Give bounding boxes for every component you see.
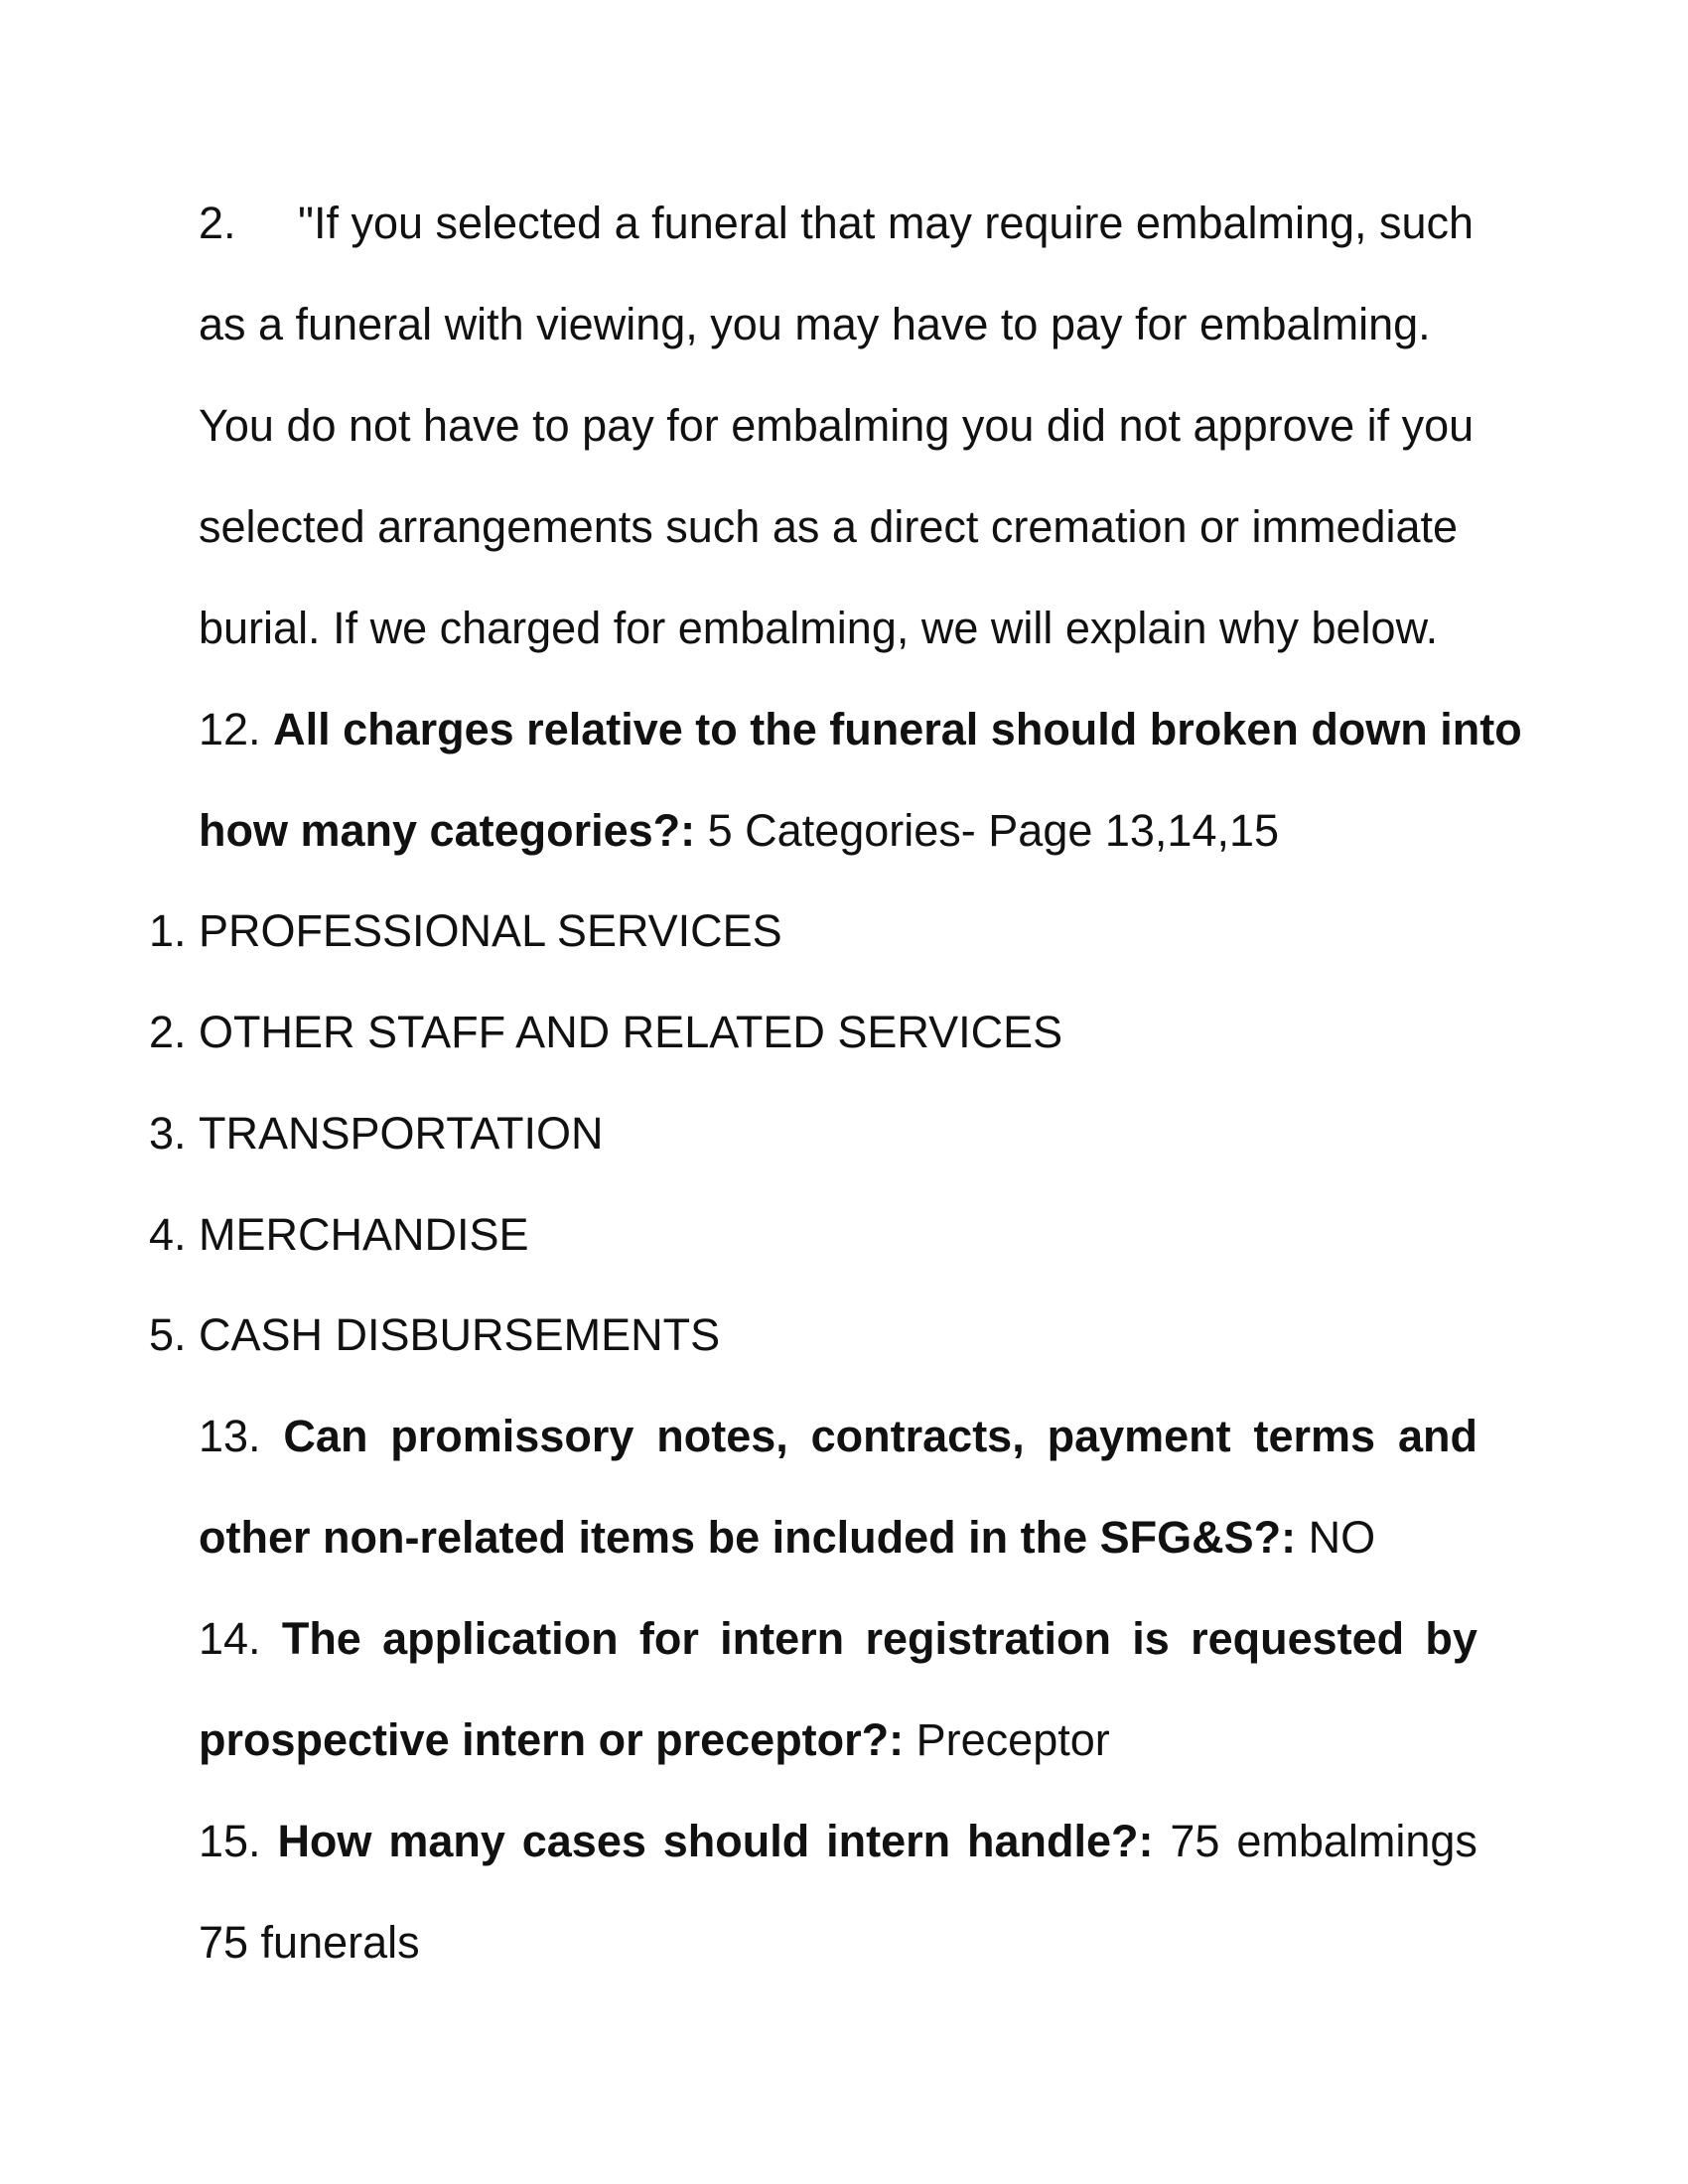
item-2-number: 2.: [199, 198, 236, 248]
question-15-word: intern: [826, 1816, 951, 1866]
question-13-word: notes,: [656, 1411, 788, 1461]
question-12-number: 12.: [199, 704, 261, 754]
question-13-word: contracts,: [810, 1411, 1025, 1461]
question-15-word: How: [277, 1816, 372, 1866]
question-12-line-1: [199, 700, 1522, 759]
question-14-line-1: [199, 1609, 1477, 1669]
question-12-text-1: All charges relative to the funeral should broken down into: [273, 704, 1522, 754]
question-14-text-2: prospective intern or preceptor?:: [199, 1714, 905, 1765]
item-2-line-4: selected arrangements such as a direct cremation or immediate: [199, 501, 1459, 552]
question-13-line-1: [199, 1407, 1477, 1466]
question-13-word: terms: [1253, 1411, 1376, 1461]
category-number: 1.: [149, 905, 187, 956]
question-13-number: 13.: [199, 1411, 261, 1461]
question-14-word: by: [1425, 1613, 1477, 1664]
question-12-text-2: how many categories?:: [199, 805, 696, 856]
question-15-answer-word: embalmings: [1236, 1816, 1477, 1866]
item-2-text-1: "If you selected a funeral that may require embalming, such: [298, 198, 1475, 248]
question-14-word: for: [638, 1613, 699, 1664]
question-15-number: 15.: [199, 1816, 261, 1866]
question-12-answer: 5 Categories- Page 13,14,15: [707, 805, 1280, 856]
question-15-word: cases: [521, 1816, 646, 1866]
question-13-word: and: [1397, 1411, 1477, 1461]
category-label: OTHER STAFF AND RELATED SERVICES: [199, 1007, 1063, 1057]
question-14-answer: Preceptor: [915, 1714, 1110, 1765]
category-number: 5.: [149, 1309, 187, 1360]
category-label: CASH DISBURSEMENTS: [199, 1309, 721, 1360]
question-15-line-1: [199, 1812, 1477, 1871]
item-2-line-1: [199, 194, 1474, 253]
category-label: MERCHANDISE: [199, 1209, 529, 1260]
category-item: [149, 1003, 1062, 1062]
item-2-line-3: You do not have to pay for embalming you did not approve if you: [199, 400, 1475, 451]
category-number: 3.: [149, 1108, 187, 1159]
question-14-word: intern: [720, 1613, 845, 1664]
question-15-word: many: [388, 1816, 505, 1866]
question-14-number: 14.: [199, 1613, 261, 1664]
category-item: [149, 901, 782, 961]
question-14-word: registration: [865, 1613, 1111, 1664]
question-14-line-2: [199, 1710, 1110, 1770]
category-item: [149, 1205, 529, 1265]
question-14-word: is: [1132, 1613, 1170, 1664]
question-15-line-2: 75 funerals: [199, 1917, 420, 1968]
item-2-line-5: burial. If we charged for embalming, we will explain why below.: [199, 603, 1439, 653]
question-13-word: Can: [283, 1411, 368, 1461]
question-14-word: The: [281, 1613, 361, 1664]
question-13-word: promissory: [390, 1411, 634, 1461]
question-15-answer-word: 75: [1170, 1816, 1220, 1866]
question-13-answer: NO: [1308, 1512, 1376, 1563]
question-15-word: should: [662, 1816, 810, 1866]
question-13-word: payment: [1047, 1411, 1231, 1461]
question-12-line-2: [199, 801, 1279, 861]
question-15-word: handle?:: [967, 1816, 1154, 1866]
item-2-line-2: as a funeral with viewing, you may have to pay for embalming.: [199, 299, 1431, 349]
question-14-word: requested: [1191, 1613, 1405, 1664]
category-number: 4.: [149, 1209, 187, 1260]
category-number: 2.: [149, 1007, 187, 1057]
question-14-word: application: [382, 1613, 619, 1664]
category-label: PROFESSIONAL SERVICES: [199, 905, 782, 956]
question-13-line-2: [199, 1508, 1375, 1568]
category-label: TRANSPORTATION: [199, 1108, 604, 1159]
category-item: [149, 1305, 720, 1365]
category-item: [149, 1104, 604, 1163]
question-13-text-2: other non-related items be included in the SFG&S?:: [199, 1512, 1297, 1563]
